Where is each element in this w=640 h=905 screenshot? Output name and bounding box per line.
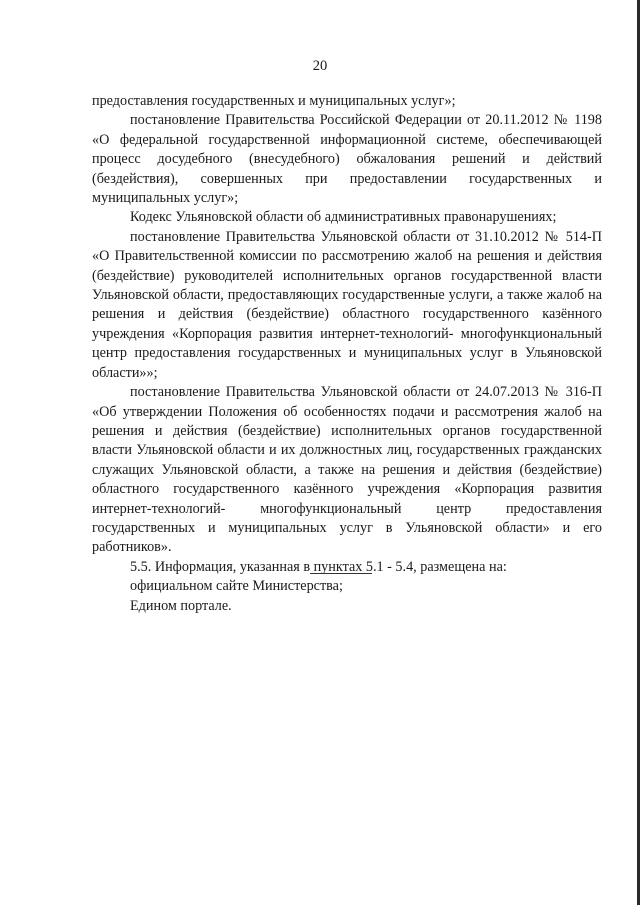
list-item-unified-portal: Едином портале. (130, 597, 232, 614)
paragraph-regional-decree-316: постановление Правительства Ульяновской области от 24.07.2013 № 316-П «Об утверждении Положения об особенностях подачи и рассмотрения жалоб на решения и действия (бездействие) исполнительных органов государственной власти Ульяновской области и их должностных лиц, государственных гражданских служащих Ульяновской области, а также на решения и действия (бездействие) областного государственного казённого учреждения «Корпорация развития интернет-технологий- многофункциональный центр предоставления государственных и муниципальных услуг в Ульяновской области» и его работников». (92, 384, 602, 556)
end-of-text-rule (310, 573, 372, 574)
page-number: 20 (312, 58, 328, 74)
paragraph-section-5-5: 5.5. Информация, указанная в пунктах 5.1 - 5.4, размещена на: (130, 558, 507, 575)
list-item-ministry-site: официальном сайте Министерства; (130, 578, 343, 595)
paragraph-administrative-code: Кодекс Ульяновской области об административных правонарушениях; (130, 209, 557, 226)
document-body (92, 92, 602, 616)
paragraph-government-decree-1198: постановление Правительства Российской Федерации от 20.11.2012 № 1198 «О федеральной государственной информационной системе, обеспечивающей процесс досудебного (внесудебного) обжалования решений и действий (бездействия), совершенных при предоставлении государственных и муниципальных услуг»; (92, 112, 602, 207)
paragraph-regional-decree-514: постановление Правительства Ульяновской области от 31.10.2012 № 514-П «О Правительственной комиссии по рассмотрению жалоб на решения и действия (бездействие) руководителей исполнительных органов государственной власти Ульяновской области, предоставляющих государственные услуги, а также жалоб на решения и действия (бездействие) областного государственного казённого учреждения «Корпорация развития интернет-технологий- многофункциональный центр предоставления государственных и муниципальных услуг в Ульяновской области»»; (92, 228, 602, 381)
paragraph-continuation: предоставления государственных и муниципальных услуг»; (92, 93, 456, 109)
